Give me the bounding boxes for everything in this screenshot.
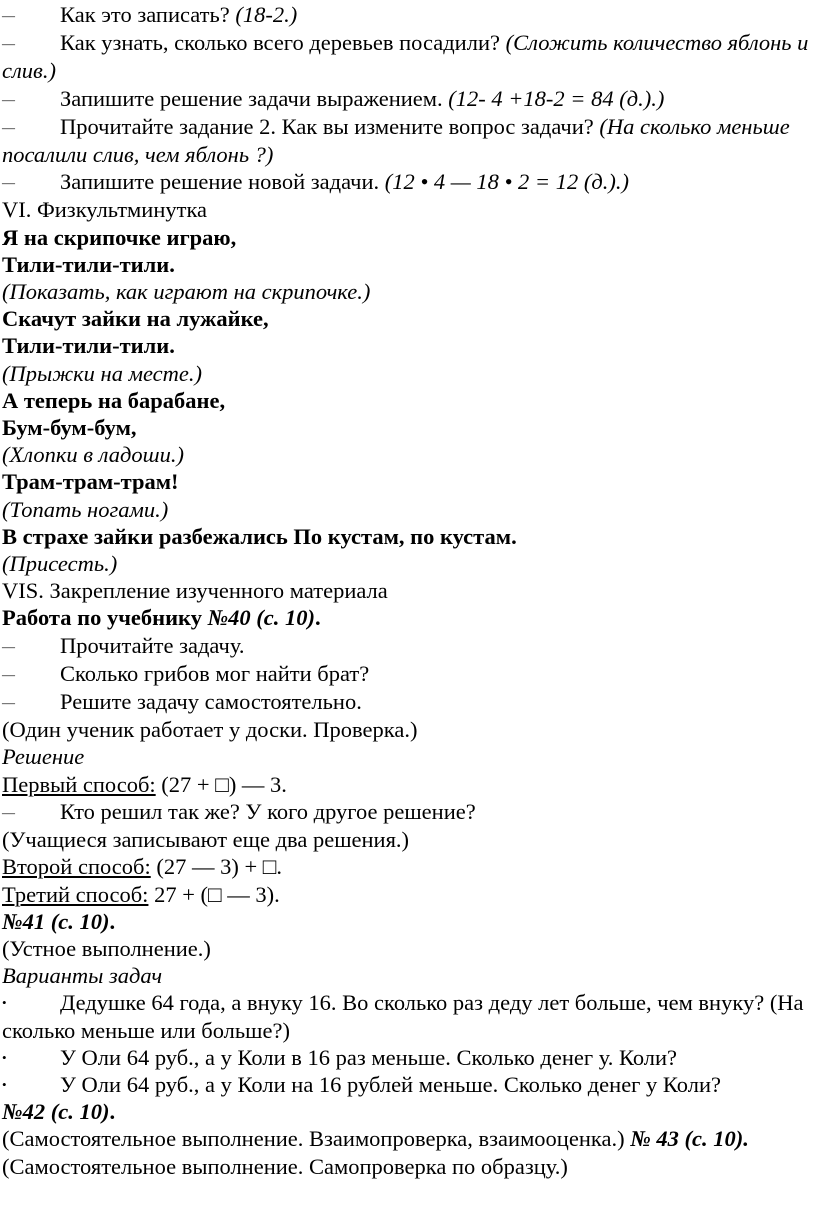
solution-label: Решение <box>2 744 85 770</box>
variants-label: Варианты задач <box>2 963 163 989</box>
answer-text: (На сколько меньше посалили слив, чем яблонь ?) <box>2 113 790 168</box>
bullet-item <box>2 1044 812 1071</box>
poem-line: Я на скрипочке играю, <box>2 224 237 250</box>
question-line <box>2 113 812 168</box>
bullet-marker: • <box>2 1076 7 1092</box>
poem-line: Тили-тили-тили. <box>2 251 175 277</box>
dash-marker: — <box>2 666 15 682</box>
bullet-marker: • <box>2 995 7 1011</box>
question-line <box>2 798 812 826</box>
poem-line: Трам-трам-трам! <box>2 469 179 495</box>
question-text: Запишите решение новой задачи. <box>60 169 385 195</box>
section-heading: VI. Физкультминутка <box>2 197 208 223</box>
poem-line: А теперь на барабане, <box>2 387 226 413</box>
period: . <box>109 908 116 934</box>
question-line <box>2 632 812 660</box>
question-text: Как это записать? <box>60 2 236 27</box>
way-expression: (27 + □) — 3. <box>155 771 287 797</box>
poem-line: Тили-тили-тили. <box>2 333 175 359</box>
dash-marker: — <box>2 119 15 135</box>
poem-instruction: (Показать, как играют на скрипочке.) <box>2 279 371 305</box>
textbook-lead: Работа по учебнику <box>2 605 208 631</box>
question-text: Прочитайте задачу. <box>60 632 245 658</box>
note-line: (Самостоятельное выполнение. Самопроверка по образцу.) <box>2 1153 568 1179</box>
question-line <box>2 168 812 196</box>
bullet-text: У Оли 64 руб., а у Коли в 16 раз меньше. Сколько денег у. Коли? <box>60 1044 678 1070</box>
task-heading <box>2 908 812 935</box>
dash-marker: — <box>2 695 15 711</box>
bullet-marker: • <box>2 1049 7 1065</box>
poem-instruction: (Хлопки в ладоши.) <box>2 442 184 468</box>
textbook-work-line <box>2 604 812 631</box>
period: . <box>109 1099 116 1125</box>
note-line: (Учащиеся записывают еще два решения.) <box>2 827 410 853</box>
way-label: Второй способ: <box>2 854 151 880</box>
bullet-item <box>2 1071 812 1098</box>
period: . <box>315 605 321 631</box>
way-label: Первый способ: <box>2 771 156 797</box>
question-line <box>2 688 812 716</box>
solution-way-line <box>2 853 812 880</box>
note-line: (Устное выполнение.) <box>2 935 211 961</box>
poem-instruction: (Прыжки на месте.) <box>2 360 202 386</box>
question-text: Запишите решение задачи выражением. <box>60 85 449 111</box>
answer-text: (12 • 4 — 18 • 2 = 12 (д.).) <box>384 169 629 195</box>
poem-line: В страхе зайки разбежались По кустам, по кустам. <box>2 523 517 549</box>
bullet-item <box>2 989 812 1043</box>
poem-instruction: (Присесть.) <box>2 551 118 577</box>
poem-line: Бум-бум-бум, <box>2 415 137 441</box>
note-text: (Самостоятельное выполнение. Взаимопроверка, взаимооценка.) <box>2 1126 631 1152</box>
task-reference: № 43 (с. 10). <box>630 1126 749 1152</box>
question-text: Решите задачу самостоятельно. <box>60 689 362 715</box>
way-expression: (27 — 3) + □. <box>150 854 282 880</box>
task-reference: №40 (с. 10) <box>207 605 316 631</box>
way-label: Третий способ: <box>2 881 149 907</box>
note-line <box>2 1125 812 1152</box>
poem-instruction: (Топать ногами.) <box>2 496 169 522</box>
question-line <box>2 29 812 84</box>
dash-marker: — <box>2 91 15 107</box>
question-text: Сколько грибов мог найти брат? <box>60 660 370 686</box>
answer-text: (12- 4 +18-2 = 84 (д.).) <box>448 85 665 111</box>
solution-way-line <box>2 881 812 908</box>
bullet-text: У Оли 64 руб., а у Коли на 16 рублей меньше. Сколько денег у Коли? <box>60 1071 722 1097</box>
question-line <box>2 660 812 688</box>
answer-text: (18-2.) <box>235 2 298 27</box>
task-heading <box>2 1098 812 1125</box>
question-line <box>2 85 812 113</box>
dash-marker: — <box>2 8 15 23</box>
solution-way-line <box>2 771 812 798</box>
question-line <box>2 1 812 29</box>
bullet-text: Дедушке 64 года, а внуку 16. Во сколько раз деду лет больше, чем внуку? (На сколько меньше или больше?) <box>2 990 804 1043</box>
poem-line: Скачут зайки на лужайке, <box>2 306 269 332</box>
task-reference: №42 (с. 10) <box>2 1099 110 1125</box>
dash-marker: — <box>2 804 15 820</box>
answer-text: (Сложить количество яблонь и слив.) <box>2 30 809 84</box>
section-heading: VIS. Закрепление изученного материала <box>2 578 388 604</box>
question-text: Как узнать, сколько всего деревьев посадили? <box>60 30 506 56</box>
dash-marker: — <box>2 638 15 654</box>
question-text: Прочитайте задание 2. Как вы измените вопрос задачи? <box>60 113 600 139</box>
way-expression: 27 + (□ — 3). <box>148 881 280 907</box>
question-text: Кто решил так же? У кого другое решение? <box>60 798 476 824</box>
task-reference: №41 (с. 10) <box>2 908 110 934</box>
dash-marker: — <box>2 175 15 191</box>
note-line: (Один ученик работает у доски. Проверка.) <box>2 717 418 743</box>
dash-marker: — <box>2 36 15 52</box>
